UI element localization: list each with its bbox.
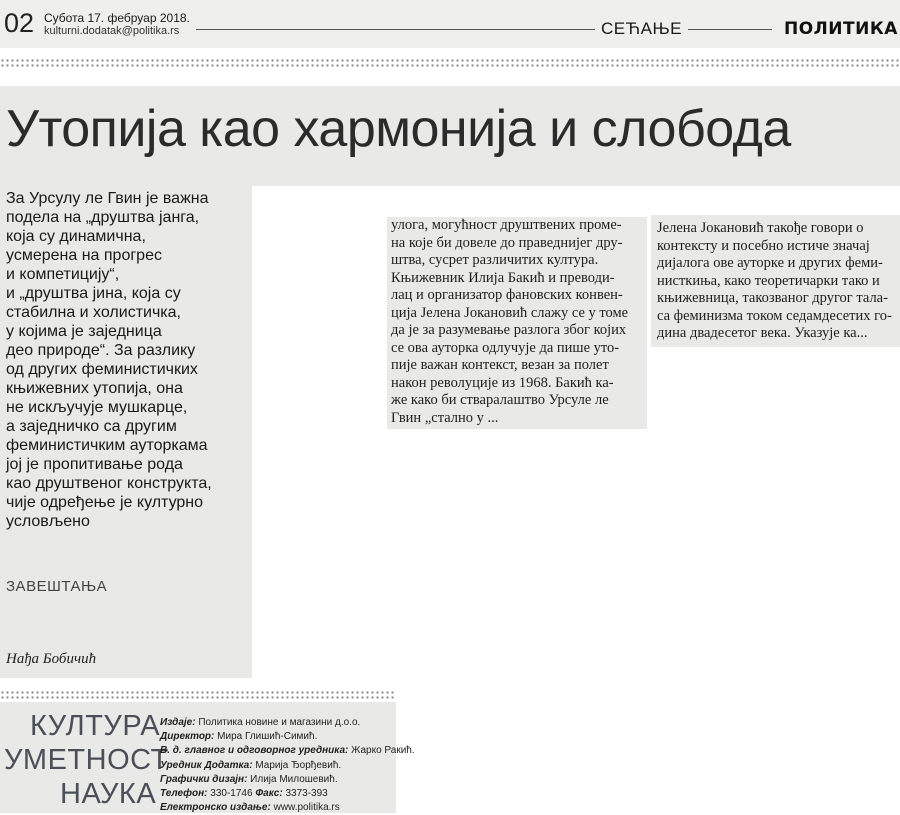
brand-line-science: НАУКА [60,778,157,810]
pull-quote-line: чије одређење је културно [6,494,204,511]
body-text-line: Гвин „стално у ... [391,409,499,426]
dotted-divider-bottom [0,690,396,700]
brand-line-culture: КУЛТУРА [30,710,161,742]
body-text-line: да је за разумевање разлога због којих [391,322,627,338]
imprint-value: Мира Глишић-Симић. [214,731,318,743]
imprint-value: Илија Милошевић. [247,773,338,785]
body-text-line: лац и организатор фановских конвен- [391,287,623,303]
page-number: 02 [4,8,35,38]
imprint-row [160,716,400,730]
body-text-line: улога, могућност друштвених проме- [391,217,622,233]
body-text-line: након револуције из 1968. Бакић ка- [391,374,614,391]
pull-quote-line: подела на „друштва јанга, [6,209,200,226]
body-text-line: са феминизма током седамдесетих го- [657,307,892,324]
pull-quote-line: условљено [6,513,90,530]
imprint-value: Политика новине и магазини д.о.о. [195,717,361,728]
body-column-3 [651,215,900,347]
pull-quote-line: За Урсулу ле Гвин је важна [6,190,209,207]
body-text-line: на које би довеле до праведнијег дру- [391,234,623,251]
imprint-label: Издаје: [160,717,196,728]
column-label: ЗАВЕШТАЊА [6,578,108,595]
imprint-row [160,759,400,773]
imprint-value: Марија Ђорђевић. [252,759,342,771]
body-text-line: пије важан контекст, везан за полет [391,357,609,373]
body-text-line: књижевница, такозваног другог тала- [657,290,888,306]
pull-quote-line: не искључује мушкарце, [6,399,188,416]
imprint-label: Телефон: [160,788,208,800]
pull-quote-line: усмерена на прогрес [6,247,162,264]
pull-quote-line: од других феминистичких [6,361,198,378]
pull-quote-line: феминистичким ауторкама [6,437,208,454]
imprint-label: Директор: [160,731,215,743]
imprint-label: Графички дизајн: [160,773,248,785]
pull-quote-line: јој је пропитивање рода [6,456,183,473]
body-text-line: нисткиња, како теоретичарки тако и [657,272,880,289]
imprint-row [160,744,415,758]
section-name: СЕЋАЊЕ [595,19,688,39]
imprint-row [160,730,400,744]
pull-quote-line: у којима је заједница [6,323,162,340]
body-text-line: се ова ауторка одлучује да пише уто- [391,339,620,356]
body-text-line: ција Јелена Јокановић слажу се у томе [391,304,629,321]
imprint-label: В. д. главног и одговорног уредника: [160,745,349,757]
politika-logo [782,14,900,40]
imprint-value: 3373-393 [282,788,328,800]
article-headline: Утопија као хармонија и слобода [6,100,791,158]
body-text-line: штва, сусрет различитих култура. [391,252,599,268]
imprint-value: Жарко Ракић. [348,745,415,757]
imprint [160,716,415,815]
svg-text:ПОЛИТИКА: ПОЛИТИКА [784,19,898,39]
body-column-2-text [387,217,647,427]
imprint-label: Електронско издање: [160,802,271,814]
pull-quote-line: и „друштва јина, која су [6,285,181,302]
imprint-label: Факс: [252,788,283,800]
contact-email: kulturni.dodatak@politika.rs [44,25,180,37]
pull-quote-line: стабилна и холистичка, [6,304,181,321]
author-byline: Нађа Бобичић [6,651,97,667]
body-text-line: контексту и посебно истиче значај [657,237,870,254]
dotted-divider [0,58,900,68]
politika-logo-icon [782,14,900,40]
imprint-value: 330-1746 [207,788,253,800]
pull-quote-line: а заједничко са другим [6,418,177,435]
pull-quote [6,189,250,531]
issue-date: Субота 17. фебруар 2018. [44,11,190,25]
pull-quote-line: део природе“. За разлику [6,342,196,359]
pull-quote-line: као друштвеног конструкта, [6,475,212,492]
body-text-line: же како би стваралаштво Урсуле ле [391,392,609,408]
body-text-line: Јелена Јокановић такође говори о [657,220,864,236]
body-text-line: дина двадесетог века. Указује ка... [657,325,868,341]
imprint-row [160,773,400,787]
imprint-row [160,787,400,801]
pull-quote-line: која су динамична, [6,228,146,245]
body-column-2 [387,217,647,429]
imprint-label: Уредник Додатка: [160,759,253,771]
body-column-3-text [651,215,900,343]
body-text-line: Књижевник Илија Бакић и преводи- [391,269,615,286]
brand-line-art: УМЕТНОСТ [4,744,169,776]
pull-quote-line: и компетицију“, [6,266,120,283]
pull-quote-line: књижевних утопија, она [6,380,183,397]
imprint-value: www.politika.rs [270,802,340,814]
body-text-line: дијалога ове ауторке и других феми- [657,255,883,271]
